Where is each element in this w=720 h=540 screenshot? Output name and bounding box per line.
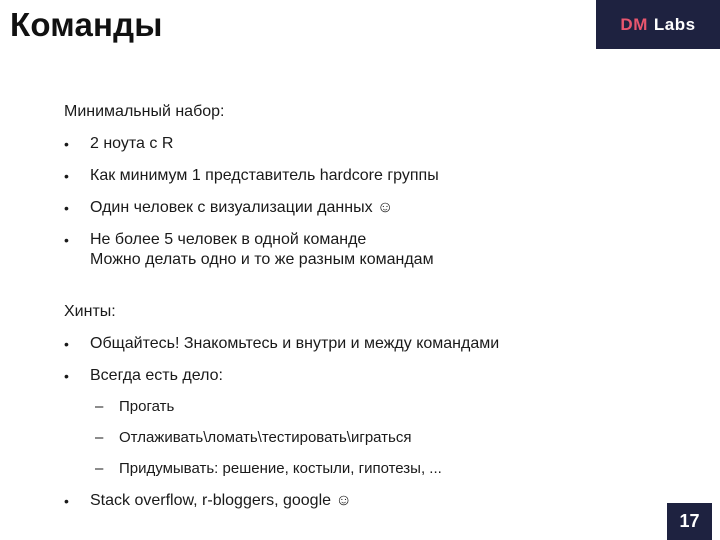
logo-accent-text: DM	[620, 14, 648, 34]
bullet-text: Общайтесь! Знакомьтесь и внутри и между командами	[90, 335, 500, 352]
sub-bullet-text: Прогать	[119, 398, 175, 415]
sub-bullet-text: Придумывать: решение, костыли, гипотезы, ...	[119, 460, 442, 477]
dash-icon: –	[95, 429, 104, 446]
slide-title: Команды	[10, 6, 163, 43]
bullet-item	[64, 491, 684, 511]
dash-icon: –	[95, 398, 104, 415]
page-number: 17	[667, 503, 712, 540]
bullet-item	[64, 198, 684, 218]
bullet-icon: •	[64, 336, 69, 352]
bullet-item	[64, 166, 684, 186]
bullet-icon: •	[64, 232, 69, 248]
bullet-icon: •	[64, 136, 69, 152]
bullet-text: Stack overflow, r-bloggers, google ☺	[90, 492, 352, 509]
bullet-text: Один человек с визуализации данных ☺	[90, 199, 394, 216]
bullet-text: Не более 5 человек в одной команде	[90, 231, 367, 248]
section-minimal-heading: Минимальный набор:	[64, 103, 225, 120]
dm-labs-logo	[596, 0, 720, 49]
bullet-continuation-text: Можно делать одно и то же разным командам	[90, 251, 434, 268]
bullet-text: Как минимум 1 представитель hardcore группы	[90, 167, 439, 184]
bullet-icon: •	[64, 200, 69, 216]
bullet-item	[64, 334, 684, 354]
dash-icon: –	[95, 460, 104, 477]
logo-rest-text: Labs	[653, 14, 696, 34]
bullet-item	[64, 134, 684, 154]
bullet-item	[64, 230, 684, 270]
sub-bullet-text: Отлаживать\ломать\тестировать\играться	[119, 429, 412, 446]
section-spacer	[64, 270, 684, 302]
bullet-icon: •	[64, 168, 69, 184]
bullet-text: Всегда есть дело:	[90, 367, 223, 384]
bullet-icon: •	[64, 493, 69, 509]
bullet-icon: •	[64, 368, 69, 384]
sub-bullet-item	[64, 397, 684, 417]
bullet-text: 2 ноута с R	[90, 135, 174, 152]
sub-bullet-item	[64, 428, 684, 448]
bullet-item	[64, 366, 684, 386]
slide-content	[64, 102, 684, 511]
sub-bullet-item	[64, 459, 684, 479]
section-hints-heading: Хинты:	[64, 303, 116, 320]
